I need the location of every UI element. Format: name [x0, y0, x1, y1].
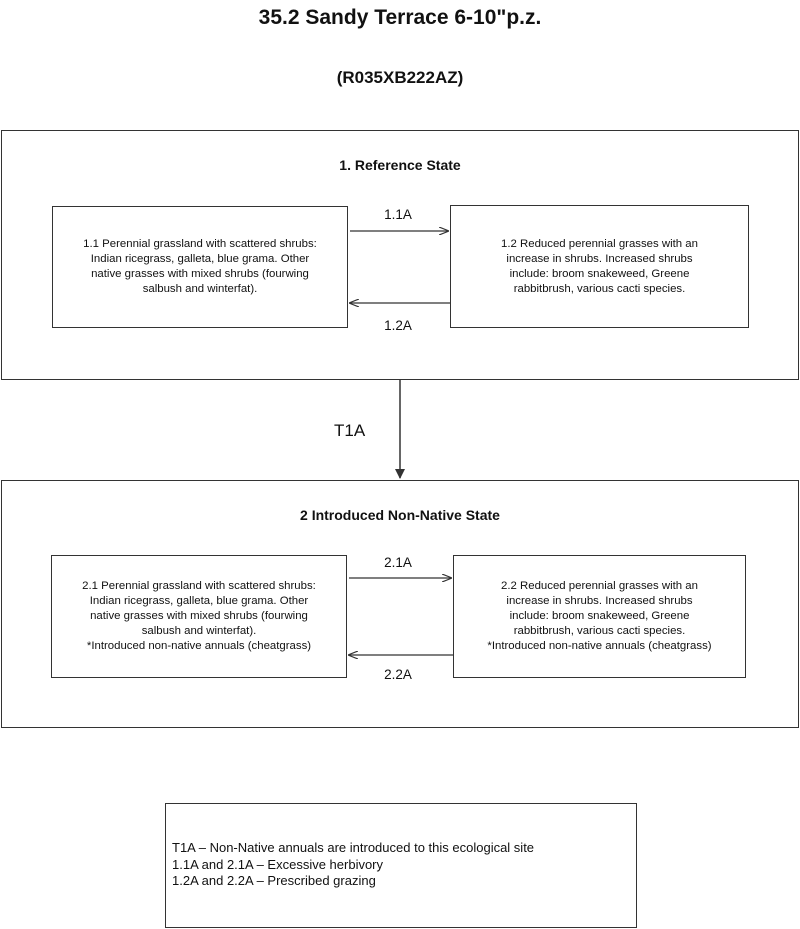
legend-item-herbivory: 1.1A and 2.1A – Excessive herbivory	[172, 856, 384, 872]
state-title: 1. Reference State	[339, 157, 461, 173]
phase-2-1-text: 2.1 Perennial grassland with scattered shrubs: Indian ricegrass, galleta, blue grama. Other native grasses with mixed shrubs (fourwing salbush and winterfat). *Introduced non-native annuals (cheatgrass)	[82, 580, 316, 652]
phase-1-1-box	[52, 206, 348, 328]
pathway-label-1-2a: 1.2A	[384, 318, 412, 333]
phase-1-2-box	[450, 205, 749, 328]
pathway-label-1-1a: 1.1A	[384, 207, 412, 222]
phase-2-2-box	[453, 555, 746, 678]
pathway-label-2-2a: 2.2A	[384, 667, 412, 682]
diagram-title: 35.2 Sandy Terrace 6-10"p.z.	[258, 6, 542, 29]
legend-item-grazing: 1.2A and 2.2A – Prescribed grazing	[172, 873, 376, 888]
phase-2-1-box	[51, 555, 347, 678]
phase-1-2-text: 1.2 Reduced perennial grasses with an increase in shrubs. Increased shrubs include: broom snakeweed, Greene rabbitbrush, various cacti species.	[501, 237, 698, 295]
legend-box	[165, 803, 637, 928]
site-id: (R035XB222AZ)	[336, 68, 464, 87]
phase-1-1-text: 1.1 Perennial grassland with scattered shrubs: Indian ricegrass, galleta, blue grama. Other native grasses with mixed shrubs (fourwing salbush and winterfat).	[83, 238, 317, 295]
legend-item-t1a: T1A – Non-Native annuals are introduced to this ecological site	[172, 840, 535, 855]
phase-2-2-text: 2.2 Reduced perennial grasses with an increase in shrubs. Increased shrubs include: broom snakeweed, Greene rabbitbrush, various cacti species. *Introduced non-native annuals (cheatgrass)	[487, 580, 712, 652]
transition-label-t1a: T1A	[334, 421, 366, 440]
pathway-label-2-1a: 2.1A	[384, 555, 412, 570]
state-title: 2 Introduced Non-Native State	[300, 507, 500, 523]
